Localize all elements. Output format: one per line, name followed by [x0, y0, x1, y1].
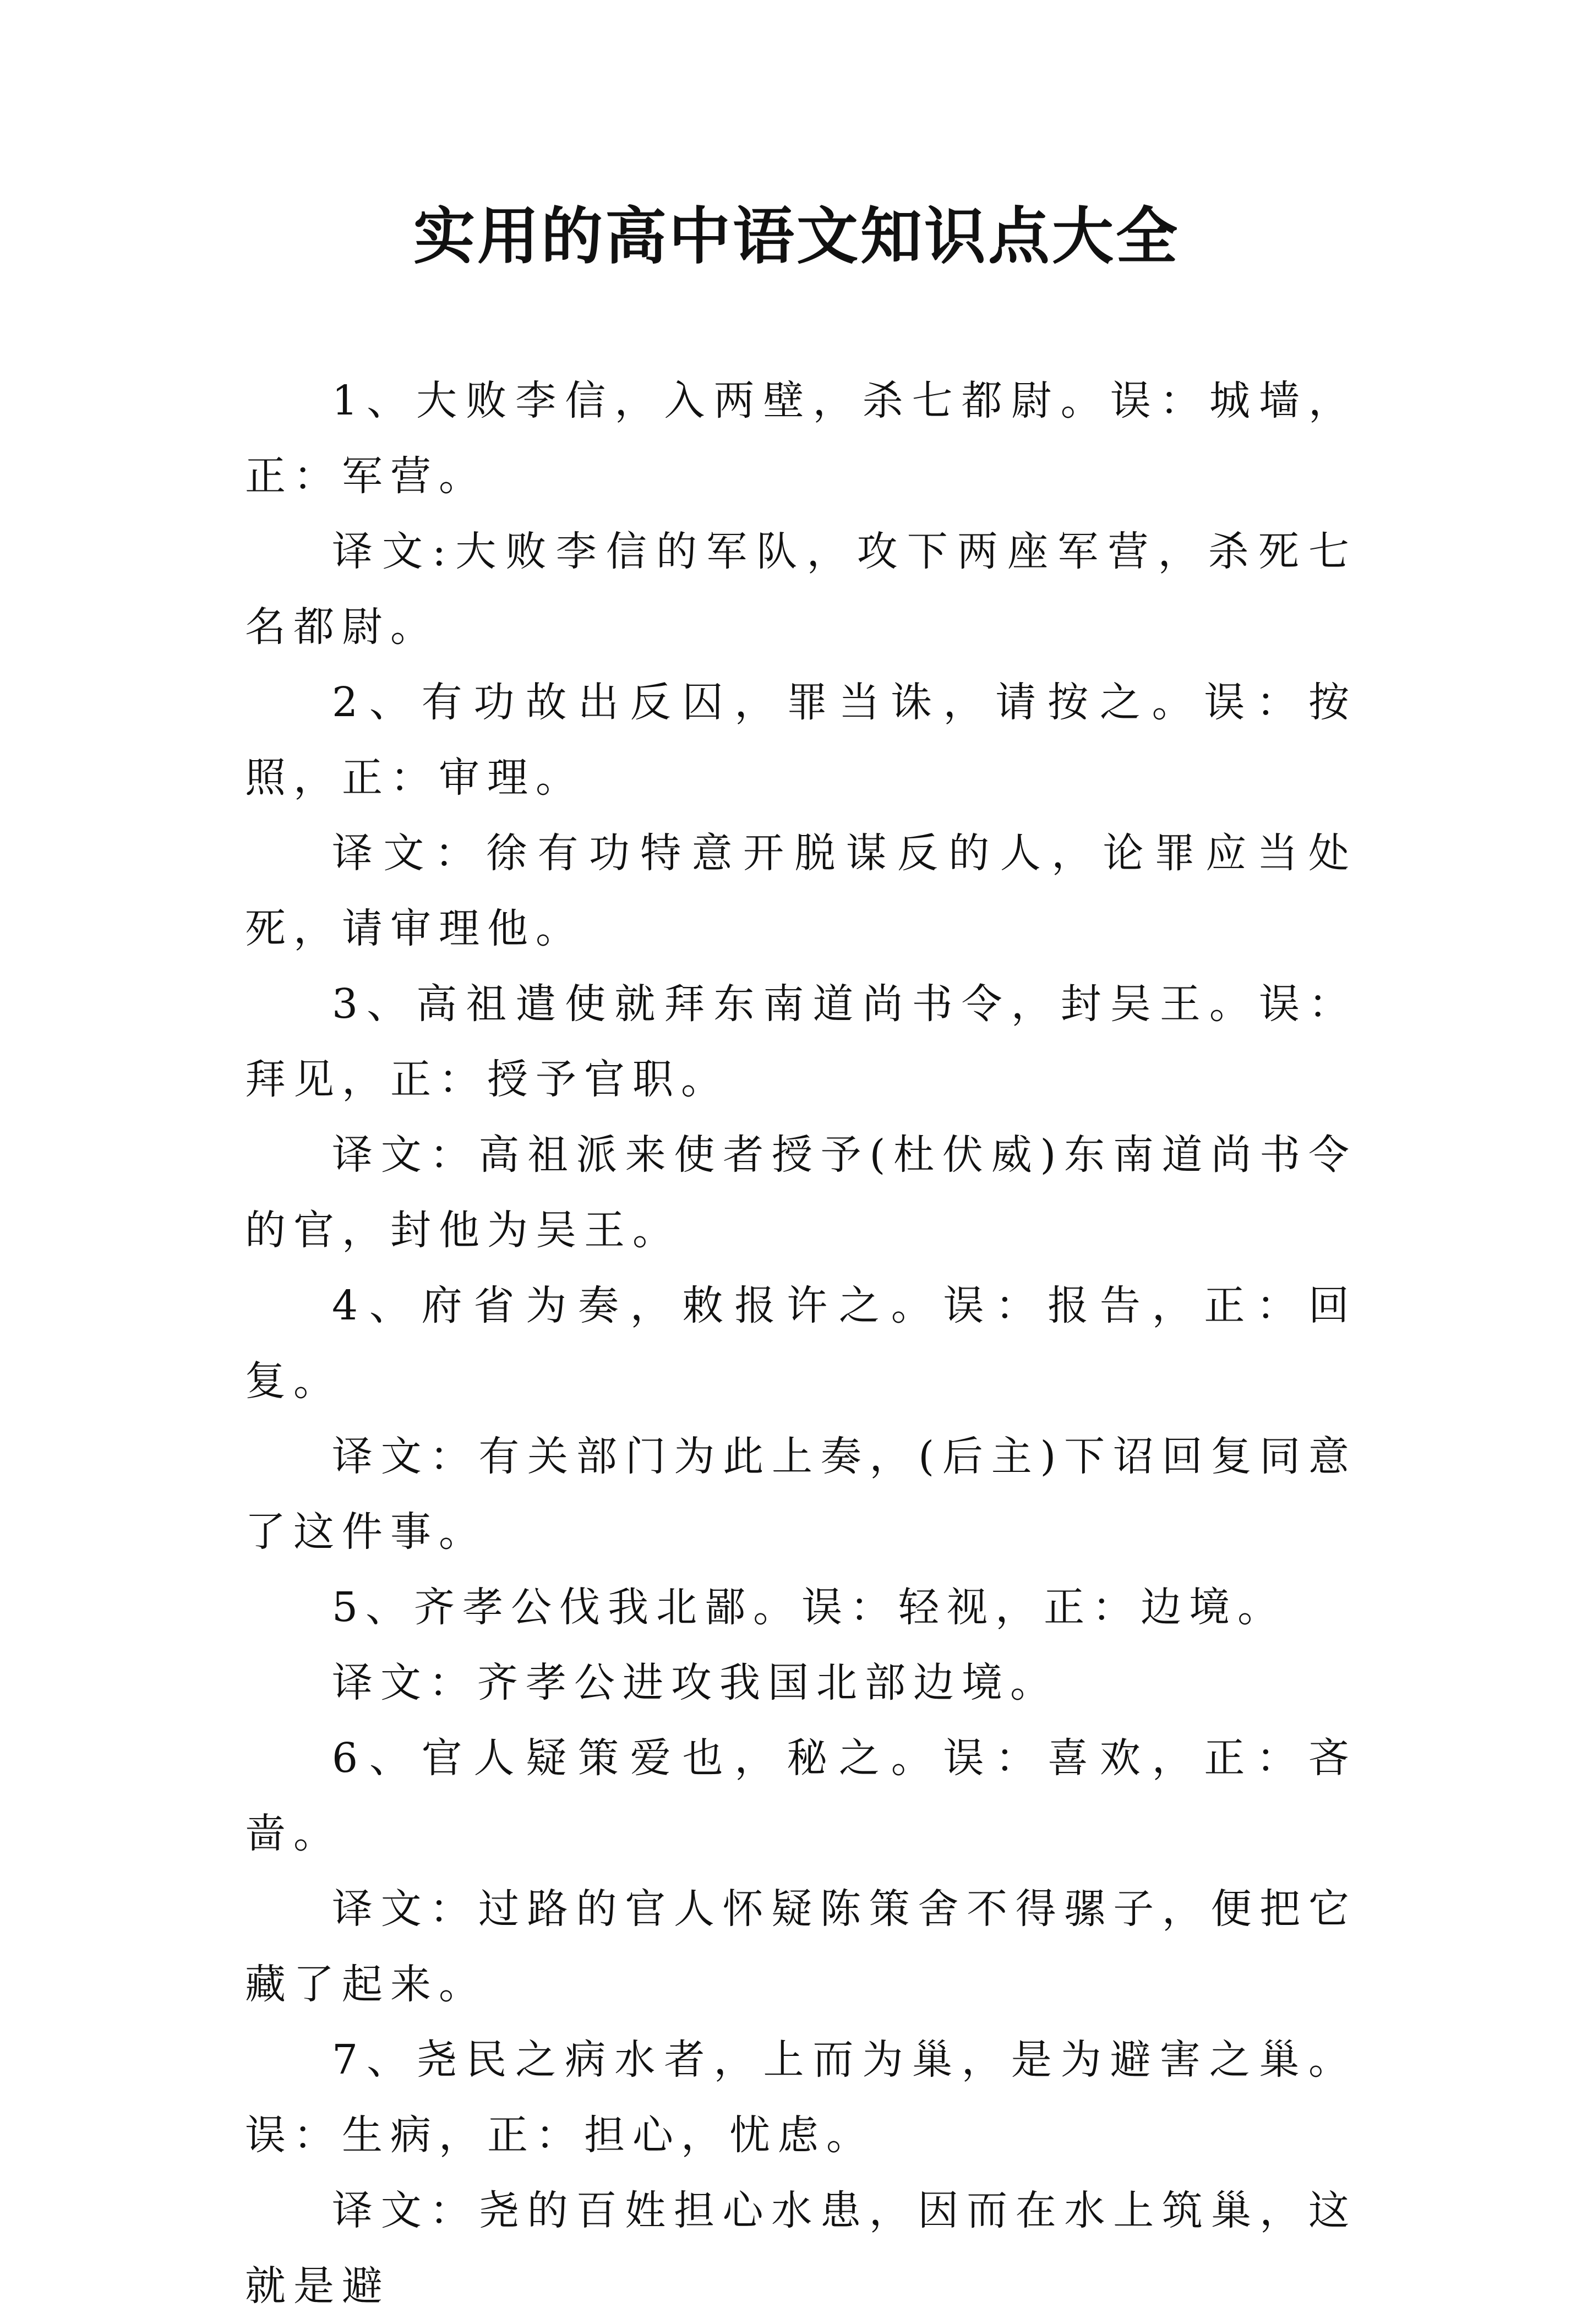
paragraph-8: 译文：有关部门为此上奏，(后主)下诏回复同意了这件事。 [245, 1433, 1357, 1556]
paragraph-3: 2、有功故出反囚，罪当诛，请按之。误：按照，正：审理。 [245, 679, 1357, 801]
paragraph-9: 5、齐孝公伐我北鄙。误：轻视，正：边境。 [332, 1584, 1286, 1631]
paragraph-2: 译文:大败李信的军队，攻下两座军营，杀死七名都尉。 [245, 528, 1357, 651]
paragraph-11: 6、官人疑策爱也，秘之。误：喜欢，正：吝啬。 [245, 1734, 1357, 1857]
paragraph-10: 译文：齐孝公进攻我国北部边境。 [332, 1659, 1059, 1706]
paragraph-4: 译文：徐有功特意开脱谋反的人，论罪应当处死，请审理他。 [245, 830, 1357, 952]
paragraph-13: 7、尧民之病水者，上而为巢，是为避害之巢。误：生病，正：担心，忧虑。 [245, 2036, 1357, 2159]
paragraph-7: 4、府省为奏，敕报许之。误：报告，正：回复。 [245, 1282, 1357, 1405]
paragraph-1: 1、大败李信，入两壁，杀七都尉。误：城墙，正：军营。 [245, 377, 1357, 500]
document-title: 实用的高中语文知识点大全 [413, 200, 1180, 272]
paragraph-14: 译文：尧的百姓担心水患，因而在水上筑巢，这就是避 [245, 2187, 1357, 2310]
paragraph-12: 译文：过路的官人怀疑陈策舍不得骡子，便把它藏了起来。 [245, 1885, 1357, 2008]
paragraph-5: 3、高祖遣使就拜东南道尚书令，封吴王。误：拜见，正：授予官职。 [245, 980, 1357, 1103]
document-body [245, 363, 1357, 2324]
paragraph-6: 译文：高祖派来使者授予(杜伏威)东南道尚书令的官，封他为吴王。 [245, 1131, 1357, 1254]
